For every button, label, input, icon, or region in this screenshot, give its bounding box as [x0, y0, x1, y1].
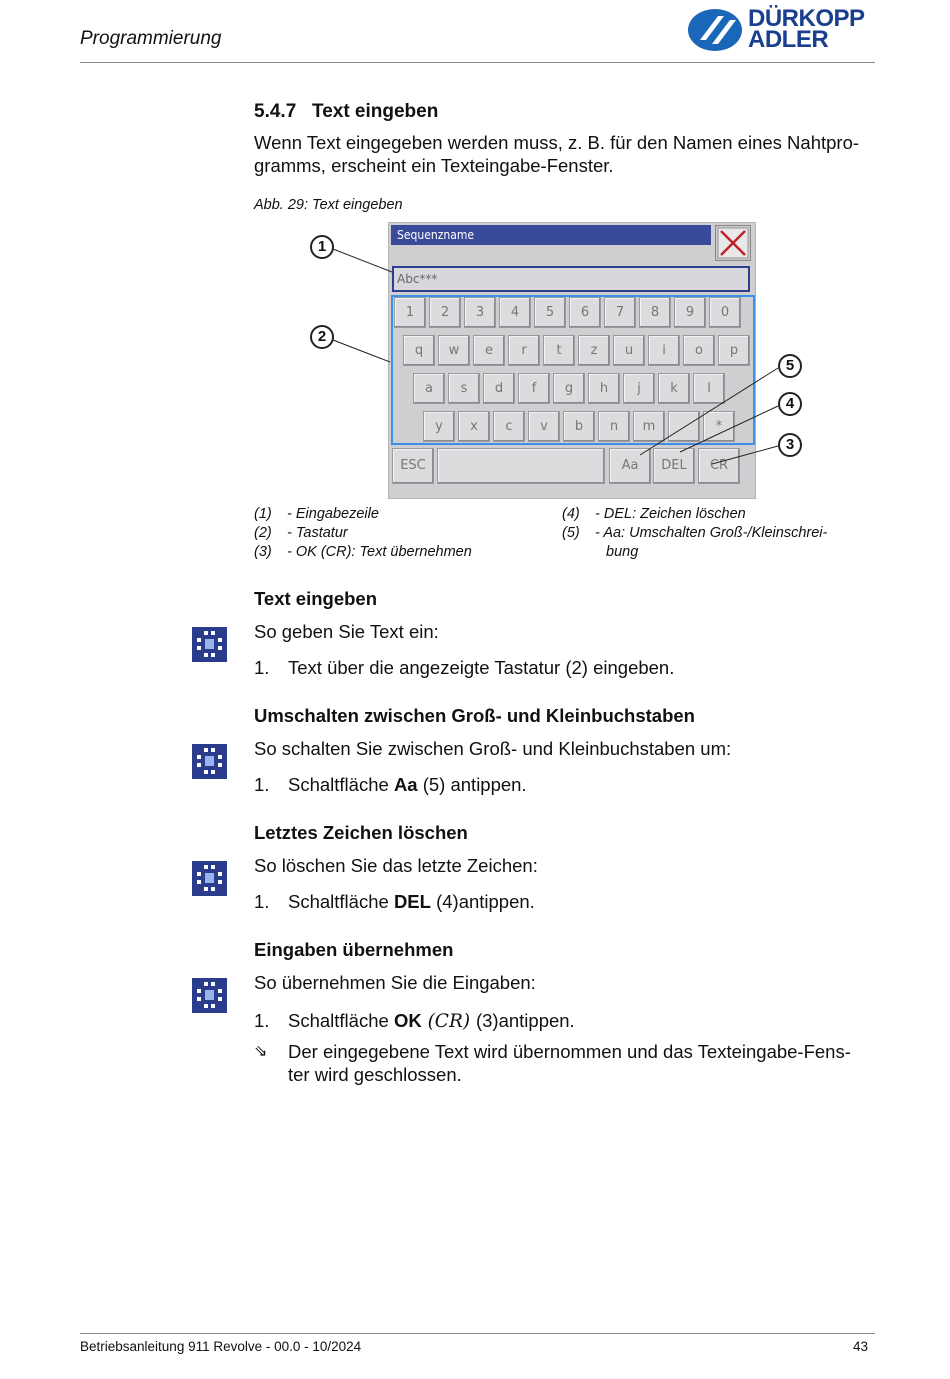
- key-c[interactable]: c: [493, 411, 525, 442]
- step-number-2: 1.: [254, 774, 270, 795]
- logo-line-2: ADLER: [748, 26, 829, 53]
- step-text-3: [288, 890, 535, 913]
- step-text-mono: (CR): [421, 1011, 476, 1032]
- section-title: Text eingeben: [312, 101, 439, 122]
- key-s[interactable]: s: [448, 373, 480, 404]
- step-text-2: [288, 773, 527, 796]
- step-text-bold: DEL: [393, 891, 431, 912]
- key-k[interactable]: k: [658, 373, 690, 404]
- page-number: 43: [853, 1339, 869, 1354]
- callout-3: 3: [778, 433, 802, 457]
- callout-5: 5: [778, 354, 802, 378]
- key-b[interactable]: b: [563, 411, 595, 442]
- callout-1: 1: [310, 235, 334, 259]
- result-line-2: ter wird geschlossen.: [288, 1064, 462, 1085]
- key-t[interactable]: t: [543, 335, 575, 366]
- window-title: Sequenzname: [391, 225, 711, 245]
- intro-line-1: Wenn Text eingegeben werden muss, z. B. für den Namen eines Nahtpro-: [254, 132, 860, 153]
- step-number-3: 1.: [254, 891, 270, 912]
- step-intro-1: So geben Sie Text ein:: [254, 621, 439, 642]
- legend-num: (1): [254, 506, 272, 522]
- aa-button[interactable]: Aa: [609, 448, 651, 484]
- legend-num: (2): [254, 525, 272, 541]
- instruction-icon: [192, 744, 227, 779]
- step-intro-2: So schalten Sie zwischen Groß- und Kleinbuchstaben um:: [254, 738, 732, 759]
- legend-text: bung: [606, 544, 639, 560]
- key-h[interactable]: h: [588, 373, 620, 404]
- step-number-1: 1.: [254, 657, 270, 678]
- key-m[interactable]: m: [633, 411, 665, 442]
- legend-text: - Eingabezeile: [287, 506, 379, 522]
- logo-line-1: DÜRKOPP: [748, 5, 865, 32]
- legend-num: (4): [562, 506, 580, 522]
- key-l[interactable]: l: [693, 373, 725, 404]
- key-7[interactable]: 7: [604, 297, 636, 328]
- key-j[interactable]: j: [623, 373, 655, 404]
- section-intro: [254, 131, 859, 177]
- key-y[interactable]: y: [423, 411, 455, 442]
- legend-num: (3): [254, 544, 272, 560]
- key-u[interactable]: u: [613, 335, 645, 366]
- footer-divider: [80, 1333, 875, 1334]
- callout-2: 2: [310, 325, 334, 349]
- key-9[interactable]: 9: [674, 297, 706, 328]
- instruction-icon: [192, 978, 227, 1013]
- key-o[interactable]: o: [683, 335, 715, 366]
- step-heading-2: Umschalten zwischen Groß- und Kleinbuchstaben: [254, 705, 695, 726]
- key-f[interactable]: f: [518, 373, 550, 404]
- esc-button[interactable]: ESC: [392, 448, 434, 484]
- result-arrow-icon: ⇘: [254, 1043, 268, 1060]
- key-w[interactable]: w: [438, 335, 470, 366]
- legend-num: (5): [562, 525, 580, 541]
- header-divider: [80, 62, 875, 63]
- key-2[interactable]: 2: [429, 297, 461, 328]
- figure-caption: Abb. 29: Text eingeben: [254, 197, 403, 213]
- key-8[interactable]: 8: [639, 297, 671, 328]
- key-5[interactable]: 5: [534, 297, 566, 328]
- step-heading-3: Letztes Zeichen löschen: [254, 822, 468, 843]
- key-x[interactable]: x: [458, 411, 490, 442]
- legend-col-1: [254, 505, 472, 562]
- key-asterisk[interactable]: *: [703, 411, 735, 442]
- header-title: Programmierung: [80, 28, 222, 49]
- step-text-bold: Aa: [393, 774, 418, 795]
- step-text-post: (5) antippen.: [417, 774, 527, 795]
- step-number-4: 1.: [254, 1010, 270, 1031]
- key-3[interactable]: 3: [464, 297, 496, 328]
- key-i[interactable]: i: [648, 335, 680, 366]
- del-button[interactable]: DEL: [653, 448, 695, 484]
- step-intro-4: So übernehmen Sie die Eingaben:: [254, 972, 536, 993]
- step-intro-3: So löschen Sie das letzte Zeichen:: [254, 855, 538, 876]
- step-text-pre: Schaltfläche: [288, 1010, 394, 1031]
- intro-line-2: gramms, erscheint ein Texteingabe-Fenster.: [254, 155, 614, 176]
- key-e[interactable]: e: [473, 335, 505, 366]
- section-number: 5.4.7: [254, 101, 297, 122]
- key-0[interactable]: 0: [709, 297, 741, 328]
- step-text-post: (4)antippen.: [430, 891, 535, 912]
- legend-text: - Aa: Umschalten Groß-/Kleinschrei-: [595, 525, 828, 541]
- callout-lines: [300, 230, 820, 490]
- key-a[interactable]: a: [413, 373, 445, 404]
- key-d[interactable]: d: [483, 373, 515, 404]
- result-line-1: Der eingegebene Text wird übernommen und das Texteingabe-Fens-: [288, 1041, 851, 1062]
- step-text-1: Text über die angezeigte Tastatur (2) eingeben.: [288, 657, 675, 678]
- key-4[interactable]: 4: [499, 297, 531, 328]
- input-line[interactable]: Abc***: [392, 266, 750, 292]
- duerkopp-adler-logo: [686, 6, 876, 54]
- step-text-bold: OK: [393, 1010, 422, 1031]
- key-r[interactable]: r: [508, 335, 540, 366]
- instruction-icon: [192, 627, 227, 662]
- footer-doc-info: Betriebsanleitung 911 Revolve - 00.0 - 10/2024: [80, 1339, 362, 1354]
- legend-text: - OK (CR): Text übernehmen: [287, 544, 472, 560]
- logo-icon: [686, 6, 746, 54]
- instruction-icon: [192, 861, 227, 896]
- legend-col-2: [562, 505, 827, 562]
- step-text-pre: Schaltfläche: [288, 891, 394, 912]
- step-heading-4: Eingaben übernehmen: [254, 939, 454, 960]
- legend-text: - Tastatur: [287, 525, 348, 541]
- callout-4: 4: [778, 392, 802, 416]
- section-heading: [254, 101, 438, 123]
- step-text-pre: Schaltfläche: [288, 774, 394, 795]
- legend-text: - DEL: Zeichen löschen: [595, 506, 746, 522]
- key-v[interactable]: v: [528, 411, 560, 442]
- key-6[interactable]: 6: [569, 297, 601, 328]
- key-n[interactable]: n: [598, 411, 630, 442]
- result-text: [288, 1040, 851, 1086]
- step-text-4: [288, 1009, 575, 1033]
- key-1[interactable]: 1: [394, 297, 426, 328]
- step-text-post: (3)antippen.: [475, 1010, 575, 1031]
- key-g[interactable]: g: [553, 373, 585, 404]
- key-p[interactable]: p: [718, 335, 750, 366]
- cr-button[interactable]: CR: [698, 448, 740, 484]
- key-z[interactable]: z: [578, 335, 610, 366]
- key-q[interactable]: q: [403, 335, 435, 366]
- step-heading-1: Text eingeben: [254, 588, 378, 609]
